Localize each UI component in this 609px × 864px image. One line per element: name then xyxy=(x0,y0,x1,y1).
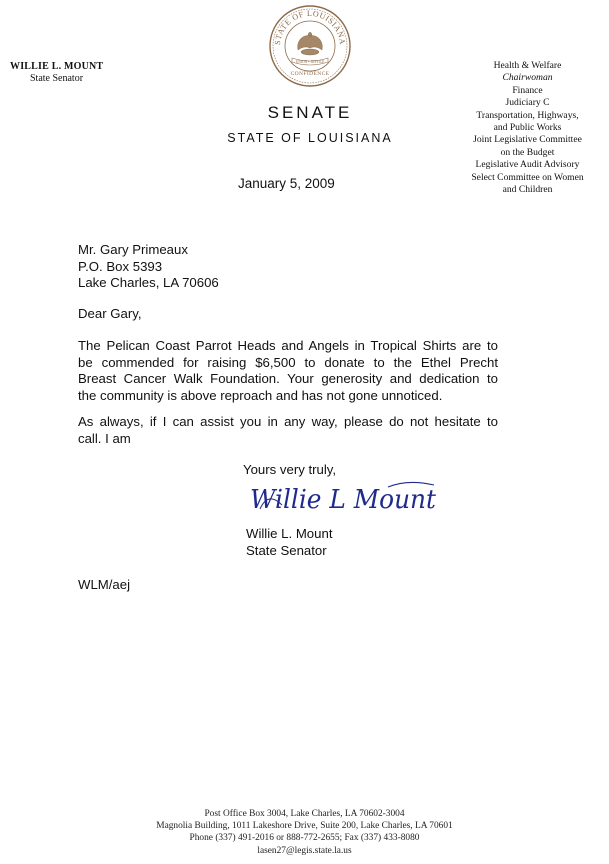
committee-role: Chairwoman xyxy=(502,72,553,84)
recipient-address xyxy=(78,242,219,292)
paragraph-line: the community is above reproach and has not gone unnoticed. xyxy=(78,387,443,403)
body-paragraph-1 xyxy=(78,338,498,404)
paragraph-line: be commended for raising $6,500 to donate to the Ethel Precht xyxy=(78,354,498,370)
sender-title: State Senator xyxy=(30,73,84,84)
committee-item: and Public Works xyxy=(493,122,562,134)
committee-item: Finance xyxy=(512,84,543,96)
greeting: Dear Gary, xyxy=(78,306,142,321)
recipient-name: Mr. Gary Primeaux xyxy=(78,242,188,257)
committee-item: Joint Legislative Committee xyxy=(473,134,582,146)
footer-phone-fax: Phone (337) 491-2016 or 888-772-2655; Fax (337) 433-8080 xyxy=(189,833,420,844)
handwritten-signature xyxy=(238,475,448,521)
seal-ring-text-bottom: CONFIDENCE xyxy=(290,71,330,77)
committee-item: Health & Welfare xyxy=(493,60,562,71)
signer-name: Willie L. Mount xyxy=(246,526,333,541)
footer-contact xyxy=(0,808,609,857)
committee-item: and Children xyxy=(502,184,553,196)
body-paragraph-2 xyxy=(78,414,498,447)
signature-text: Willie L Mount xyxy=(250,485,437,515)
recipient-address-line1: P.O. Box 5393 xyxy=(78,258,163,274)
signer-title: State Senator xyxy=(246,542,327,558)
pelican-icon xyxy=(298,32,323,55)
committee-item: Select Committee on Women xyxy=(471,171,584,183)
closing: Yours very truly, xyxy=(243,462,337,477)
committee-item: Judiciary C xyxy=(505,97,550,109)
typist-initials: WLM/aej xyxy=(78,577,131,592)
paragraph-line: The Pelican Coast Parrot Heads and Angels in Tropical Shirts are to xyxy=(78,338,498,353)
recipient-address-line2: Lake Charles, LA 70606 xyxy=(78,275,219,291)
footer-street-address: Magnolia Building, 1011 Lakeshore Drive, Suite 200, Lake Charles, LA 70601 xyxy=(156,821,453,832)
footer-po-box: Post Office Box 3004, Lake Charles, LA 70602-3004 xyxy=(204,809,405,819)
footer-email: lasen27@legis.state.la.us xyxy=(257,845,352,856)
sender-name: WILLIE L. MOUNT xyxy=(10,61,104,72)
letterhead-state: STATE OF LOUISIANA xyxy=(227,131,393,145)
paragraph-line: call. I am xyxy=(78,430,131,446)
committee-item: on the Budget xyxy=(500,146,555,158)
paragraph-line: As always, if I can assist you in any way, please do not hesitate to xyxy=(78,414,498,429)
seal-ribbon-text: UNION • JUSTICE xyxy=(295,60,325,64)
letterhead-senate: SENATE xyxy=(267,103,353,122)
sender-block xyxy=(10,61,103,85)
committee-item: Transportation, Highways, xyxy=(476,109,579,121)
seal-ring-text-top: STATE OF LOUISIANA xyxy=(272,8,348,46)
paragraph-line: Breast Cancer Walk Foundation. Your generosity and dedication to xyxy=(78,371,498,387)
state-seal xyxy=(268,4,352,88)
signer-block xyxy=(246,526,332,559)
letter-date: January 5, 2009 xyxy=(238,176,335,191)
committee-list xyxy=(455,60,600,196)
committee-item: Legislative Audit Advisory xyxy=(475,159,580,171)
